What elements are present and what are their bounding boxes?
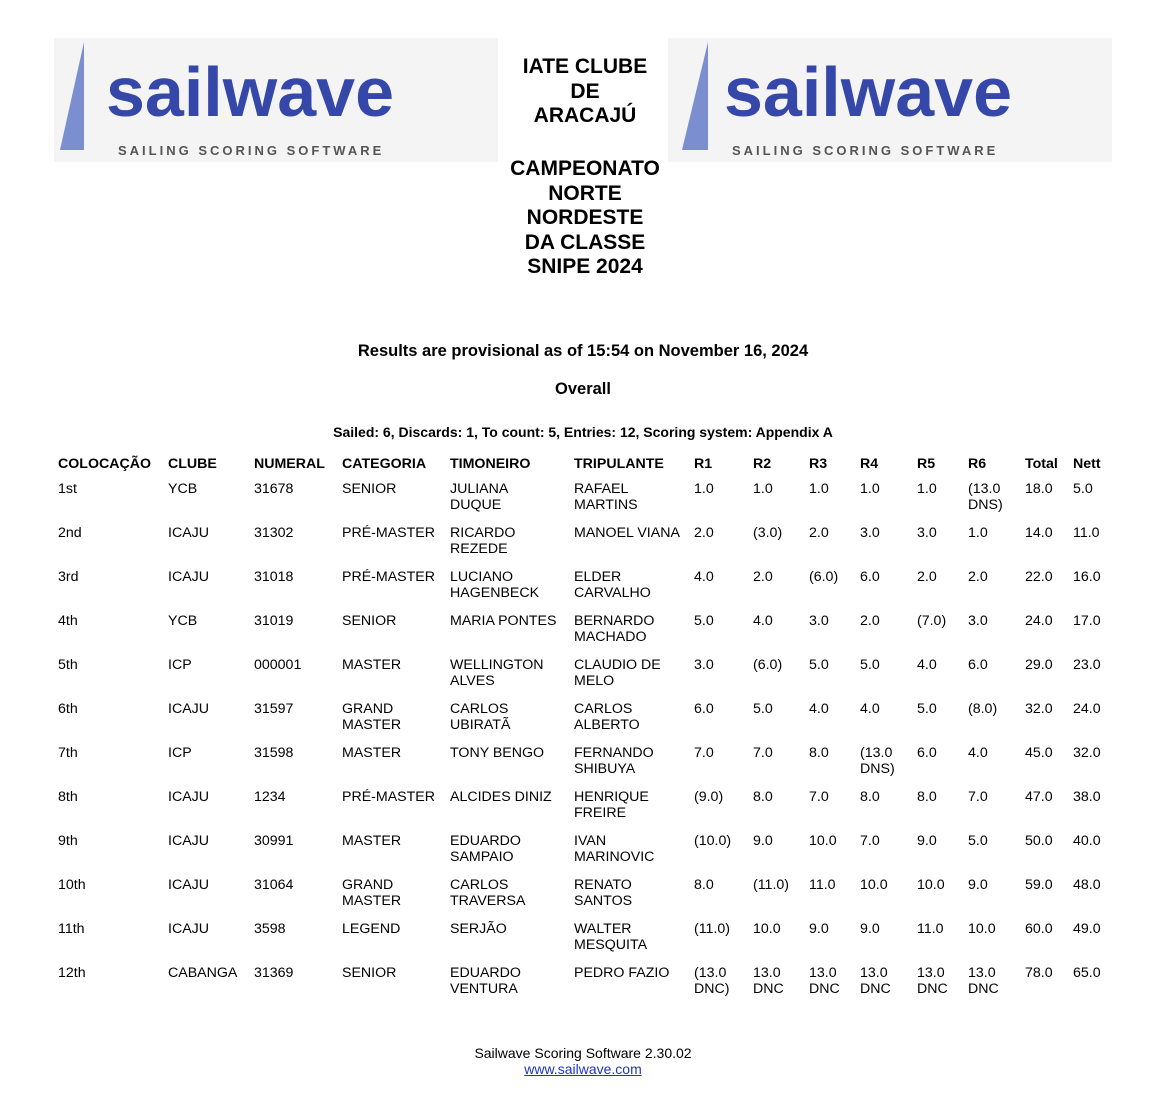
event-name-line: CAMPEONATO xyxy=(510,157,660,180)
cell-category: PRÉ-MASTER xyxy=(342,569,436,585)
cell-r2: (3.0) xyxy=(753,525,783,541)
cell-nett: 5.0 xyxy=(1073,481,1093,497)
cell-helm: EDUARDO VENTURA xyxy=(450,965,521,997)
cell-r4: 5.0 xyxy=(860,657,880,673)
cell-sail-number: 31019 xyxy=(254,613,294,629)
cell-placement: 11th xyxy=(58,921,85,937)
cell-total: 22.0 xyxy=(1025,569,1053,585)
cell-category: MASTER xyxy=(342,745,402,761)
column-header-nett: Nett xyxy=(1073,456,1101,473)
cell-helm: JULIANA DUQUE xyxy=(450,481,508,513)
cell-club: ICAJU xyxy=(168,525,209,541)
cell-r3: 13.0 DNC xyxy=(809,965,840,997)
sailwave-link[interactable]: www.sailwave.com xyxy=(524,1061,642,1077)
event-name-line: NORDESTE xyxy=(526,206,644,229)
cell-sail-number: 31064 xyxy=(254,877,294,893)
cell-r4: (13.0 DNS) xyxy=(860,745,895,777)
cell-club: ICAJU xyxy=(168,833,209,849)
cell-crew: CARLOS ALBERTO xyxy=(574,701,640,733)
cell-crew: WALTER MESQUITA xyxy=(574,921,648,953)
cell-crew: BERNARDO MACHADO xyxy=(574,613,655,645)
cell-r5: 6.0 xyxy=(917,745,937,761)
column-header-crew: TRIPULANTE xyxy=(574,456,664,473)
cell-helm: MARIA PONTES xyxy=(450,613,557,629)
cell-placement: 3rd xyxy=(58,569,79,585)
cell-helm: SERJÃO xyxy=(450,921,507,937)
cell-club: YCB xyxy=(168,613,198,629)
cell-total: 59.0 xyxy=(1025,877,1053,893)
cell-nett: 48.0 xyxy=(1073,877,1101,893)
cell-r5: 5.0 xyxy=(917,701,937,717)
cell-r6: 2.0 xyxy=(968,569,988,585)
cell-sail-number: 31302 xyxy=(254,525,294,541)
cell-r6: 7.0 xyxy=(968,789,988,805)
cell-r2: 8.0 xyxy=(753,789,773,805)
cell-total: 45.0 xyxy=(1025,745,1053,761)
cell-r2: 1.0 xyxy=(753,481,773,497)
provisional-notice: Results are provisional as of 15:54 on November 16, 2024 xyxy=(357,342,809,360)
cell-total: 60.0 xyxy=(1025,921,1053,937)
cell-club: ICP xyxy=(168,657,192,673)
cell-category: SENIOR xyxy=(342,965,397,981)
club-name-line: ARACAJÚ xyxy=(533,104,637,127)
cell-r2: 4.0 xyxy=(753,613,773,629)
cell-sail-number: 31678 xyxy=(254,481,294,497)
cell-r4: 6.0 xyxy=(860,569,880,585)
table-row xyxy=(52,611,1113,655)
cell-crew: PEDRO FAZIO xyxy=(574,965,670,981)
results-header-row xyxy=(52,451,1113,479)
cell-club: ICAJU xyxy=(168,789,209,805)
column-header-r2: R2 xyxy=(753,456,772,473)
cell-r5: 9.0 xyxy=(917,833,937,849)
table-row xyxy=(52,919,1113,963)
cell-category: MASTER xyxy=(342,657,402,673)
cell-placement: 1st xyxy=(58,481,77,497)
logo-tagline: SAILING SCORING SOFTWARE xyxy=(118,143,385,158)
cell-crew: FERNANDO SHIBUYA xyxy=(574,745,654,777)
table-row xyxy=(52,963,1113,1007)
sailwave-logo-graphic xyxy=(668,38,1112,162)
cell-placement: 8th xyxy=(58,789,78,805)
cell-nett: 24.0 xyxy=(1073,701,1101,717)
column-header-helm: TIMONEIRO xyxy=(450,456,531,473)
cell-helm: WELLINGTON ALVES xyxy=(450,657,544,689)
sailwave-logo-right xyxy=(668,38,1112,162)
event-name-line: NORTE xyxy=(548,181,622,205)
cell-r3: 3.0 xyxy=(809,613,829,629)
cell-total: 18.0 xyxy=(1025,481,1053,497)
cell-crew: RENATO SANTOS xyxy=(574,877,633,909)
cell-sail-number: 31369 xyxy=(254,965,294,981)
cell-r6: 1.0 xyxy=(968,525,988,541)
cell-sail-number: 3598 xyxy=(254,921,286,937)
cell-r1: 2.0 xyxy=(694,525,714,541)
cell-r1: (9.0) xyxy=(694,789,724,805)
cell-nett: 40.0 xyxy=(1073,833,1101,849)
sailwave-logo-left xyxy=(54,38,498,162)
cell-club: ICAJU xyxy=(168,921,209,937)
cell-crew: HENRIQUE FREIRE xyxy=(574,789,649,821)
cell-helm: TONY BENGO xyxy=(450,745,545,761)
logo-wordmark: sailwave xyxy=(106,53,394,131)
cell-r6: 13.0 DNC xyxy=(968,965,999,997)
table-row xyxy=(52,699,1113,743)
cell-r4: 3.0 xyxy=(860,525,880,541)
column-header-club: CLUBE xyxy=(168,456,217,473)
cell-crew: RAFAEL MARTINS xyxy=(574,481,638,513)
cell-r1: 3.0 xyxy=(694,657,714,673)
cell-r2: 2.0 xyxy=(753,569,773,585)
cell-r3: 7.0 xyxy=(809,789,829,805)
event-name-line: DA CLASSE xyxy=(524,230,646,254)
cell-placement: 10th xyxy=(58,877,86,893)
cell-r5: 3.0 xyxy=(917,525,937,541)
club-name-line: IATE CLUBE xyxy=(522,55,648,78)
cell-total: 47.0 xyxy=(1025,789,1053,805)
footer xyxy=(0,1045,1166,1077)
cell-placement: 2nd xyxy=(58,525,82,541)
table-row xyxy=(52,831,1113,875)
cell-sail-number: 000001 xyxy=(254,657,302,673)
cell-r5: 8.0 xyxy=(917,789,937,805)
cell-helm: EDUARDO SAMPAIO xyxy=(450,833,521,865)
series-summary: Sailed: 6, Discards: 1, To count: 5, Entries: 12, Scoring system: Appendix A xyxy=(333,424,833,440)
cell-total: 29.0 xyxy=(1025,657,1053,673)
results-body xyxy=(52,479,1113,1007)
cell-total: 24.0 xyxy=(1025,613,1053,629)
cell-helm: CARLOS TRAVERSA xyxy=(450,877,526,909)
cell-placement: 7th xyxy=(58,745,78,761)
cell-r2: 7.0 xyxy=(753,745,773,761)
cell-r1: 6.0 xyxy=(694,701,714,717)
cell-r3: 1.0 xyxy=(809,481,829,497)
cell-r3: 2.0 xyxy=(809,525,829,541)
cell-r1: 5.0 xyxy=(694,613,714,629)
cell-total: 14.0 xyxy=(1025,525,1053,541)
cell-r5: 13.0 DNC xyxy=(917,965,948,997)
cell-r2: (11.0) xyxy=(753,877,790,893)
cell-r5: 2.0 xyxy=(917,569,937,585)
column-header-category: CATEGORIA xyxy=(342,456,427,473)
table-row xyxy=(52,743,1113,787)
cell-r6: 5.0 xyxy=(968,833,988,849)
column-header-sail-number: NUMERAL xyxy=(254,456,325,473)
cell-crew: IVAN MARINOVIC xyxy=(574,833,655,865)
cell-r6: (13.0 DNS) xyxy=(968,481,1003,513)
cell-r5: 4.0 xyxy=(917,657,937,673)
cell-category: PRÉ-MASTER xyxy=(342,525,436,541)
table-row xyxy=(52,655,1113,699)
cell-r1: (10.0) xyxy=(694,833,732,849)
cell-r6: 4.0 xyxy=(968,745,988,761)
column-header-r5: R5 xyxy=(917,456,936,473)
cell-sail-number: 31598 xyxy=(254,745,294,761)
cell-r6: 10.0 xyxy=(968,921,996,937)
cell-placement: 9th xyxy=(58,833,78,849)
cell-placement: 12th xyxy=(58,965,86,981)
cell-category: GRAND MASTER xyxy=(342,877,402,909)
cell-category: GRAND MASTER xyxy=(342,701,402,733)
cell-r6: (8.0) xyxy=(968,701,998,717)
cell-club: ICAJU xyxy=(168,701,209,717)
cell-r2: 10.0 xyxy=(753,921,781,937)
cell-r6: 9.0 xyxy=(968,877,988,893)
column-header-r6: R6 xyxy=(968,456,987,473)
cell-category: PRÉ-MASTER xyxy=(342,789,436,805)
cell-category: LEGEND xyxy=(342,921,401,937)
cell-r2: 13.0 DNC xyxy=(753,965,784,997)
column-header-placement: COLOCAÇÃO xyxy=(58,456,152,473)
column-header-total: Total xyxy=(1025,456,1058,473)
cell-r1: 4.0 xyxy=(694,569,714,585)
cell-nett: 17.0 xyxy=(1073,613,1101,629)
cell-placement: 4th xyxy=(58,613,78,629)
cell-r1: 1.0 xyxy=(694,481,714,497)
table-row xyxy=(52,567,1113,611)
cell-r4: 13.0 DNC xyxy=(860,965,891,997)
cell-r1: (13.0 DNC) xyxy=(694,965,730,997)
results-table xyxy=(52,451,1113,1007)
cell-r4: 8.0 xyxy=(860,789,880,805)
group-title: Overall xyxy=(555,380,611,398)
software-version: Sailwave Scoring Software 2.30.02 xyxy=(474,1045,692,1061)
cell-helm: LUCIANO HAGENBECK xyxy=(450,569,540,601)
logo-wordmark: sailwave xyxy=(724,53,1012,131)
table-row xyxy=(52,875,1113,919)
cell-club: ICAJU xyxy=(168,877,209,893)
cell-crew: CLAUDIO DE MELO xyxy=(574,657,661,689)
cell-crew: ELDER CARVALHO xyxy=(574,569,651,601)
cell-r3: 5.0 xyxy=(809,657,829,673)
cell-placement: 5th xyxy=(58,657,78,673)
cell-r6: 6.0 xyxy=(968,657,988,673)
cell-nett: 11.0 xyxy=(1073,525,1100,541)
cell-r2: (6.0) xyxy=(753,657,783,673)
cell-r2: 5.0 xyxy=(753,701,773,717)
cell-r4: 1.0 xyxy=(860,481,880,497)
cell-total: 32.0 xyxy=(1025,701,1053,717)
cell-nett: 23.0 xyxy=(1073,657,1101,673)
cell-r4: 9.0 xyxy=(860,921,880,937)
cell-r3: 8.0 xyxy=(809,745,829,761)
sailwave-logo-graphic xyxy=(54,38,498,162)
column-header-r3: R3 xyxy=(809,456,828,473)
cell-category: MASTER xyxy=(342,833,402,849)
cell-r1: (11.0) xyxy=(694,921,731,937)
cell-sail-number: 30991 xyxy=(254,833,294,849)
cell-r3: (6.0) xyxy=(809,569,839,585)
table-row xyxy=(52,523,1113,567)
cell-club: CABANGA xyxy=(168,965,238,981)
cell-r6: 3.0 xyxy=(968,613,988,629)
cell-sail-number: 31597 xyxy=(254,701,294,717)
cell-club: ICP xyxy=(168,745,192,761)
table-row xyxy=(52,479,1113,523)
cell-placement: 6th xyxy=(58,701,78,717)
cell-r2: 9.0 xyxy=(753,833,773,849)
event-name xyxy=(500,157,670,280)
cell-r5: 11.0 xyxy=(917,921,944,937)
club-name-line: DE xyxy=(570,79,600,103)
cell-r5: 10.0 xyxy=(917,877,945,893)
cell-r1: 7.0 xyxy=(694,745,714,761)
cell-total: 50.0 xyxy=(1025,833,1053,849)
cell-r4: 7.0 xyxy=(860,833,880,849)
cell-r4: 10.0 xyxy=(860,877,888,893)
cell-helm: RICARDO REZEDE xyxy=(450,525,516,557)
cell-r4: 4.0 xyxy=(860,701,880,717)
cell-club: YCB xyxy=(168,481,198,497)
cell-nett: 65.0 xyxy=(1073,965,1101,981)
cell-nett: 38.0 xyxy=(1073,789,1101,805)
cell-total: 78.0 xyxy=(1025,965,1053,981)
cell-r4: 2.0 xyxy=(860,613,880,629)
column-header-r4: R4 xyxy=(860,456,879,473)
cell-category: SENIOR xyxy=(342,613,397,629)
cell-helm: CARLOS UBIRATÃ xyxy=(450,701,511,733)
cell-sail-number: 1234 xyxy=(254,789,286,805)
event-name-line: SNIPE 2024 xyxy=(527,255,643,278)
cell-r3: 11.0 xyxy=(809,877,836,893)
club-name xyxy=(500,55,670,129)
column-header-r1: R1 xyxy=(694,456,713,473)
logo-tagline: SAILING SCORING SOFTWARE xyxy=(732,143,999,158)
cell-helm: ALCIDES DINIZ xyxy=(450,789,552,805)
cell-club: ICAJU xyxy=(168,569,209,585)
cell-r5: 1.0 xyxy=(917,481,937,497)
cell-category: SENIOR xyxy=(342,481,397,497)
cell-sail-number: 31018 xyxy=(254,569,294,585)
cell-nett: 16.0 xyxy=(1073,569,1101,585)
cell-r5: (7.0) xyxy=(917,613,947,629)
cell-r3: 10.0 xyxy=(809,833,837,849)
cell-nett: 49.0 xyxy=(1073,921,1101,937)
table-row xyxy=(52,787,1113,831)
cell-r1: 8.0 xyxy=(694,877,714,893)
cell-crew: MANOEL VIANA xyxy=(574,525,680,541)
cell-r3: 9.0 xyxy=(809,921,829,937)
cell-r3: 4.0 xyxy=(809,701,829,717)
cell-nett: 32.0 xyxy=(1073,745,1101,761)
